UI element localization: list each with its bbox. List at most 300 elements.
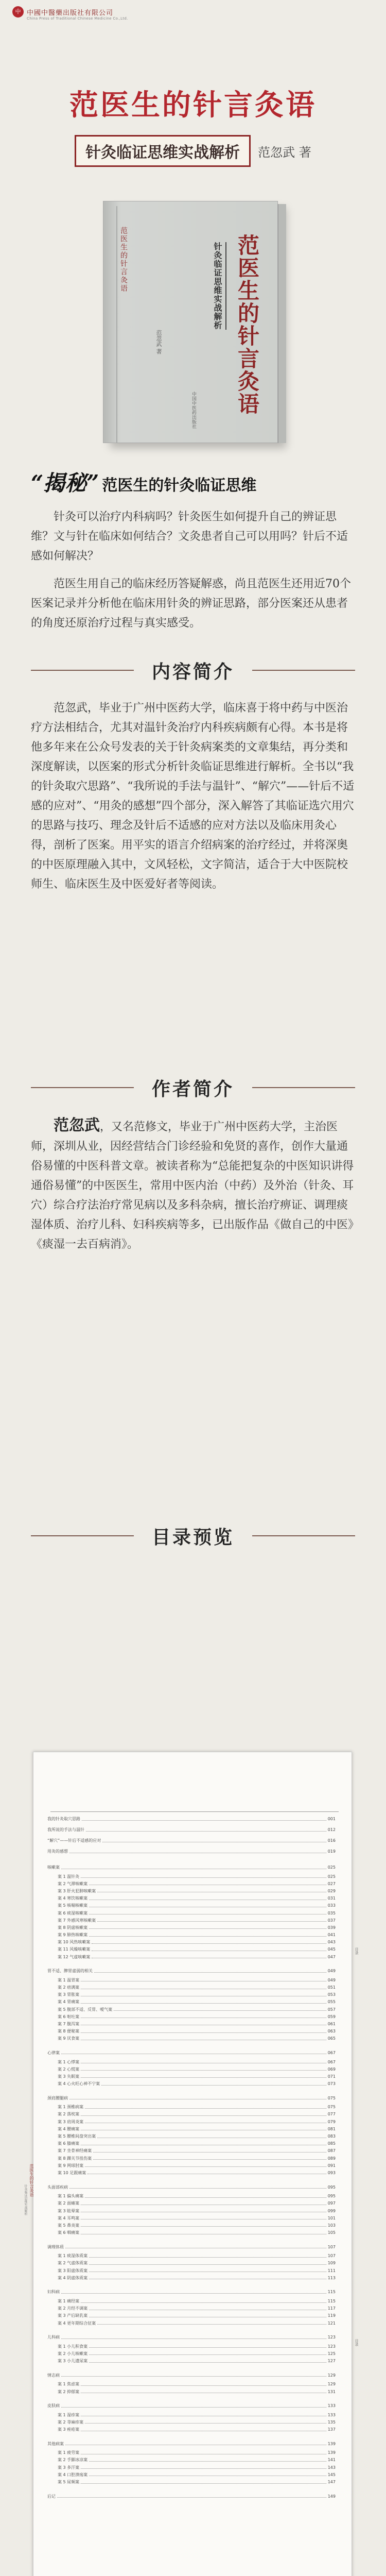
toc-entry	[47, 2242, 336, 2252]
toc-entry	[47, 2350, 336, 2357]
toc-entry-page: 115	[327, 2290, 336, 2295]
toc-entry-label: 案 1 痛经案	[58, 2299, 80, 2304]
toc-entry	[47, 2456, 336, 2464]
toc-leader	[89, 1934, 326, 1937]
toc-entry-page: 113	[327, 2275, 336, 2280]
toc-entry-page: 069	[327, 2066, 336, 2072]
toc-leader	[97, 1889, 326, 1892]
toc-leader	[89, 1882, 326, 1885]
toc-leader	[81, 2300, 326, 2303]
toc-leader	[101, 2082, 326, 2086]
toc-entry	[47, 2093, 336, 2104]
toc-entry-label: 案 5 腹部不适、反胃、嗳气案	[58, 2007, 113, 2012]
author-bio	[31, 1116, 355, 1255]
toc-entry-page: 065	[327, 2036, 336, 2041]
toc-entry-label: 调理体质	[47, 2244, 64, 2249]
toc-entry	[47, 2332, 336, 2343]
toc-entry-page: 045	[327, 1947, 336, 1952]
toc-leader	[81, 2142, 326, 2145]
toc-side-label: 范医生的针言灸语	[29, 2164, 34, 2197]
toc-entry-page: 049	[327, 1977, 336, 1982]
toc-entry	[47, 2478, 336, 2485]
toc-entry	[47, 2118, 336, 2125]
toc-entry	[47, 1846, 336, 1857]
toc-entry-page: 147	[327, 2480, 336, 2485]
toc-entry-page: 025	[327, 1874, 336, 1879]
toc-entry-page: 075	[327, 2105, 336, 2110]
toc-list	[47, 1814, 336, 2502]
summary-title: 内容简介	[151, 662, 234, 683]
toc-entry-label: 案 4 胃痛案	[58, 1999, 80, 2005]
toc-leader	[89, 2360, 326, 2363]
toc-entry	[47, 2491, 336, 2502]
toc-entry-label: 案 5 咳喘咳嗽案	[58, 1903, 88, 1908]
toc-leader	[81, 2216, 326, 2219]
toc-entry-label: 案 4 阴虚体质案	[58, 2275, 88, 2280]
toc-entry	[47, 2111, 336, 2118]
toc-leader	[93, 2157, 326, 2160]
toc-leader	[87, 2171, 326, 2174]
toc-gap	[47, 2236, 336, 2242]
toc-leader	[89, 2276, 326, 2279]
toc-entry	[47, 2449, 336, 2456]
toc-entry-label: 案 4 腰痛案	[58, 2126, 80, 2131]
toc-entry-label: 案 4 口腔溃疡案	[58, 2472, 88, 2477]
toc-entry-page: 051	[327, 1985, 336, 1990]
toc-entry-label: 案 2 心慌案	[58, 2066, 80, 2072]
toc-entry	[47, 2267, 336, 2274]
toc-gap	[47, 1857, 336, 1862]
toc-entry-label: 案 1 痰湿体质案	[58, 2253, 88, 2259]
book-fold-line	[116, 206, 117, 443]
toc-entry	[47, 2319, 336, 2327]
toc-leader	[85, 2106, 326, 2109]
toc-leader	[81, 2390, 326, 2393]
toc-leader	[81, 2067, 326, 2071]
toc-leader	[65, 2442, 326, 2445]
toc-leader	[81, 2022, 326, 2025]
toc-leader	[81, 2030, 326, 2033]
author-title: 作者简介	[151, 1079, 234, 1100]
toc-entry-page: 033	[327, 1903, 336, 1908]
toc-leader	[82, 1818, 326, 1821]
toc-leader	[65, 2245, 326, 2248]
toc-entry-page: 031	[327, 1896, 336, 1901]
toc-entry-page: 097	[327, 2201, 336, 2206]
toc-entry	[47, 2013, 336, 2020]
toc-entry-page: 083	[327, 2134, 336, 2139]
toc-entry-label: 案 1 小儿积食案	[58, 2344, 88, 2349]
toc-gap	[47, 2433, 336, 2438]
toc-entry-page: 139	[327, 2450, 336, 2455]
toc-leader	[89, 1911, 326, 1914]
toc-entry-page: 085	[327, 2141, 336, 2146]
toc-entry-label: 案 4 心火旺心神不宁案	[58, 2081, 100, 2087]
toc-leader	[89, 1897, 326, 1900]
subtitle-row	[0, 135, 386, 167]
author-tag: 范忽武 著	[258, 145, 311, 160]
toc-entry-label: 案 3 肩周炎案	[58, 2119, 84, 2124]
toc-entry-page: 119	[327, 2313, 336, 2318]
toc-entry	[47, 2182, 336, 2193]
toc-entry	[47, 2381, 336, 2388]
toc-entry	[47, 2343, 336, 2350]
toc-entry-page: 111	[327, 2268, 336, 2273]
toc-entry-page: 057	[327, 2007, 336, 2012]
toc-entry	[47, 2252, 336, 2260]
toc-leader	[81, 2231, 326, 2234]
toc-entry	[47, 2073, 336, 2080]
toc-entry-label: 案 8 阴虚咳嗽案	[58, 1925, 88, 1930]
toc-leader	[97, 2321, 326, 2325]
toc-entry-page: 095	[327, 2184, 336, 2190]
toc-entry-page: 129	[327, 2372, 336, 2378]
toc-entry	[47, 2214, 336, 2222]
toc-entry-label: 我的针灸取穴思路	[47, 1817, 80, 1821]
toc-leader	[85, 2195, 326, 2198]
toc-leader	[81, 2113, 326, 2116]
book-cover-author: 范忽武 著	[155, 330, 162, 354]
toc-leader	[81, 1875, 326, 1878]
toc-entry	[47, 1873, 336, 1880]
toc-entry	[47, 1991, 336, 1998]
toc-leader	[89, 2262, 326, 2265]
toc-entry	[47, 1814, 336, 1824]
toc-entry	[47, 1824, 336, 1835]
toc-leader	[69, 2185, 326, 2189]
toc-gap	[47, 2177, 336, 2182]
toc-gap	[47, 2042, 336, 2047]
toc-entry-label: 妇科病	[47, 2290, 60, 2295]
toc-leader	[81, 2202, 326, 2205]
toc-entry-label: 案 2 抑郁案	[58, 2389, 80, 2394]
toc-entry	[47, 1946, 336, 1953]
intro-paragraph-1: 针灸可以治疗内科病吗？针灸医生如何提升自己的辨证思维？文与针在临床如何结合？文灸患者自己可以用吗？针后不适感如何解决？	[31, 511, 348, 563]
toc-entry-page: 001	[327, 1817, 336, 1821]
toc-entry-label: 案 1 湿疹案	[58, 2412, 80, 2417]
toc-entry	[47, 2169, 336, 2176]
toc-entry	[47, 2358, 336, 2365]
toc-entry-label: 案 1 疲劳案	[58, 2450, 80, 2455]
toc-title: 目录预览	[151, 1527, 234, 1548]
toc-leader	[81, 2224, 326, 2227]
toc-leader	[81, 1978, 326, 1981]
toc-leader	[81, 2060, 326, 2063]
toc-leader	[81, 2001, 326, 2004]
toc-leader	[92, 1941, 326, 1944]
toc-entry-label: 案 4 寒饮咳嗽案	[58, 1896, 88, 1901]
toc-entry-label: 案 6 呕吐案	[58, 2014, 80, 2019]
toc-leader	[81, 2127, 326, 2130]
intro-heading	[31, 466, 360, 497]
toc-entry-page: 059	[327, 2014, 336, 2019]
toc-entry	[47, 2438, 336, 2449]
book-spine	[278, 204, 286, 443]
toc-entry-page: 087	[327, 2148, 336, 2154]
toc-entry	[47, 1984, 336, 1991]
toc-leader	[81, 2209, 326, 2212]
toc-entry-page: 141	[327, 2458, 336, 2463]
toc-entry-page: 071	[327, 2074, 336, 2079]
toc-entry-page: 067	[327, 2059, 336, 2064]
toc-entry-label: 案 1 温针灸	[58, 1874, 80, 1879]
toc-leader	[81, 2037, 326, 2040]
toc-leader	[93, 2149, 326, 2153]
toc-entry	[47, 2286, 336, 2297]
toc-entry-label: 案 9 网球肘案	[58, 2163, 84, 2168]
toc-entry	[47, 2147, 336, 2155]
toc-entry	[47, 1902, 336, 1909]
toc-entry	[47, 2162, 336, 2169]
book-cover-subtitle: 针灸临证思维实战解析	[211, 242, 226, 330]
toc-entry-label: 用灸的感想	[47, 1849, 68, 1854]
toc-entry	[47, 2471, 336, 2478]
toc-entry	[47, 2464, 336, 2471]
toc-entry	[47, 2035, 336, 2042]
publisher-logo-icon: 中	[12, 6, 24, 18]
toc-entry-page: 079	[327, 2119, 336, 2124]
toc-leader	[61, 1866, 326, 1869]
toc-entry-label: 案 1 焦虑案	[58, 2382, 80, 2387]
toc-entry-page: 035	[327, 1910, 336, 1916]
toc-leader	[61, 2374, 326, 2377]
toc-leader	[85, 2120, 326, 2123]
toc-leader	[89, 2459, 326, 2462]
toc-leader	[85, 2164, 326, 2167]
toc-entry	[47, 2200, 336, 2207]
toc-entry	[47, 2260, 336, 2267]
toc-gap	[47, 2281, 336, 2286]
toc-leader	[114, 2008, 326, 2011]
toc-entry-label: 案 11 风燥咳嗽案	[58, 1947, 91, 1952]
toc-entry	[47, 2155, 336, 2162]
toc-entry-page: 123	[327, 2344, 336, 2349]
jiemi-label: “揭秘”	[31, 470, 99, 496]
toc-entry-label: 案 7 坐骨神经痛案	[58, 2148, 92, 2154]
toc-entry-label: 案 3 肝火犯肺咳嗽案	[58, 1888, 96, 1893]
toc-entry-page: 107	[327, 2253, 336, 2259]
toc-entry-page: 099	[327, 2208, 336, 2213]
toc-leader	[94, 1970, 326, 1973]
toc-entry	[47, 2418, 336, 2426]
toc-entry-page: 139	[327, 2441, 336, 2446]
toc-entry-page: 133	[327, 2403, 336, 2409]
toc-entry	[47, 1895, 336, 1902]
toc-entry	[47, 1880, 336, 1887]
toc-entry	[47, 1917, 336, 1924]
toc-entry	[47, 2297, 336, 2304]
toc-leader	[69, 2096, 326, 2099]
toc-entry-page: 105	[327, 2230, 336, 2235]
toc-entry	[47, 2388, 336, 2395]
toc-entry-label: 案 2 小儿咳嗽案	[58, 2351, 88, 2356]
toc-leader	[81, 2466, 326, 2469]
toc-entry-label: 案 2 手脚冰凉案	[58, 2458, 88, 2463]
toc-entry-label: 颈肩腰腿病	[47, 2095, 68, 2100]
toc-entry-label: 案 2 落枕案	[58, 2112, 80, 2117]
toc-entry-label: 案 3 眩晕案	[58, 2208, 80, 2213]
toc-entry-page: 029	[327, 1888, 336, 1893]
toc-entry	[47, 1939, 336, 1946]
toc-entry	[47, 2065, 336, 2073]
toc-entry-page: 039	[327, 1925, 336, 1930]
toc-entry-page: 093	[327, 2170, 336, 2175]
book-title: 范医生的针言灸语	[69, 88, 317, 122]
toc-entry-label: 儿科病	[47, 2335, 60, 2340]
toc-entry-page: 129	[327, 2382, 336, 2387]
toc-entry-label: 案 8 便秘案	[58, 2029, 80, 2034]
toc-entry-page: 061	[327, 2021, 336, 2026]
toc-entry-page: 145	[327, 2472, 336, 2477]
toc-leader	[81, 2413, 326, 2416]
toc-entry-label: 心律案	[47, 2050, 60, 2055]
toc-entry	[47, 2229, 336, 2236]
toc-entry-page: 016	[327, 1838, 336, 1843]
toc-entry-page: 137	[327, 2427, 336, 2432]
toc-entry-label: 案 2 面瘫案	[58, 2201, 80, 2206]
toc-entry-label: 案 6 痰湿咳嗽案	[58, 1910, 88, 1916]
toc-entry-label: 案 6 膝痛案	[58, 2141, 80, 2146]
toc-entry-page: 135	[327, 2419, 336, 2425]
toc-leader	[89, 1926, 326, 1929]
toc-entry-page: 133	[327, 2412, 336, 2417]
toc-leader	[102, 1839, 326, 1842]
toc-entry-label: 案 4 更年期综合征案	[58, 2320, 96, 2326]
toc-entry-page: 037	[327, 1918, 336, 1923]
toc-entry-label: 案 10 足跟痛案	[58, 2170, 86, 2175]
toc-entry-label: 头面部疾病	[47, 2184, 68, 2190]
toc-entry-page: 127	[327, 2359, 336, 2364]
toc-entry	[47, 2193, 336, 2200]
toc-entry	[47, 2006, 336, 2013]
toc-leader	[89, 2473, 326, 2476]
toc-leader	[61, 2404, 326, 2408]
toc-entry-page: 149	[327, 2494, 336, 2499]
toc-leader	[81, 2451, 326, 2454]
toc-entry	[47, 2132, 336, 2140]
toc-entry-page: 103	[327, 2223, 336, 2228]
toc-entry-label: 皮肤病	[47, 2403, 60, 2409]
author-name: 范忽武	[54, 1116, 100, 1134]
toc-entry	[47, 1953, 336, 1960]
toc-entry-label: 案 5 鼻炎案	[58, 2223, 80, 2228]
toc-entry-page: 091	[327, 2163, 336, 2168]
toc-entry-page: 055	[327, 1999, 336, 2005]
intro-paragraph-2: 范医生用自己的临床经历答疑解惑，尚且范医生还用近70个医案记录并分析他在临床用针灸的辨证思路，部分医案还从患者的角度还原治疗过程与真实感受。	[31, 578, 351, 630]
toc-leader	[97, 1919, 326, 1922]
toc-entry-page: 047	[327, 1954, 336, 1959]
toc-entry	[47, 2274, 336, 2281]
toc-entry	[47, 2080, 336, 2088]
toc-entry	[47, 2104, 336, 2111]
toc-entry-label: 我所说的手法与温针	[47, 1827, 84, 1832]
toc-entry	[47, 2312, 336, 2319]
toc-leader	[86, 1828, 326, 1832]
toc-header-line	[50, 1811, 339, 1812]
toc-leader	[61, 2291, 326, 2294]
toc-entry-page: 043	[327, 1940, 336, 1945]
toc-entry-page: 107	[327, 2244, 336, 2249]
toc-entry-page: 077	[327, 2112, 336, 2117]
toc-entry-label: 案 5 腰椎间盘突出案	[58, 2134, 96, 2139]
toc-entry-label: 案 2 痞满案	[58, 1985, 80, 1990]
toc-leader	[89, 2345, 326, 2348]
toc-entry-page: 081	[327, 2126, 336, 2131]
toc-entry-label: 案 1 心悸案	[58, 2059, 80, 2064]
publisher-header	[12, 6, 113, 18]
toc-entry-page: 049	[327, 1969, 336, 1974]
toc-leader	[89, 2307, 326, 2310]
toc-leader	[97, 2135, 326, 2138]
toc-leader	[81, 2428, 326, 2431]
toc-entry	[47, 2400, 336, 2411]
toc-entry	[47, 2222, 336, 2229]
intro-heading-text: 范医生的针灸临证思维	[102, 477, 257, 495]
toc-entry-label: 案 2 气滞咳嗽案	[58, 1881, 88, 1886]
book-spine-text: 范医生的针言灸语	[119, 227, 128, 293]
toc-entry-label: 案 8 踝关节扭伤案	[58, 2156, 92, 2161]
toc-leader	[81, 2481, 326, 2484]
toc-entry	[47, 1931, 336, 1939]
toc-entry-page: 101	[327, 2215, 336, 2221]
book-cover-title: 范医生的针言灸语	[235, 234, 260, 415]
toc-gap	[47, 2486, 336, 2491]
book-subtitle: 针灸临证思维实战解析	[75, 135, 251, 167]
toc-entry	[47, 2370, 336, 2381]
toc-entry	[47, 1909, 336, 1917]
toc-entry	[47, 1887, 336, 1894]
toc-entry-label: 案 3 胃胀案	[58, 1992, 80, 1997]
toc-leader	[89, 2352, 326, 2355]
author-bio-text: ，又名范修文，毕业于广州中医药大学，主治医师，深圳从业，因经营结合门诊经验和免贤的喜作，创作大量通俗易懂的中医科普文章。被读者称为“总能把复杂的中医知识讲得通俗易懂”的中医医生，常用中医内治（中药）及外治（针灸、耳穴）综合疗法治疗常见病以及多科杂病，擅长治疗痹证、调理痰湿体质、治疗儿科、妇科疾病等多，已出版作品《做自己的中医》《痰湿一去百病消》。	[31, 1121, 354, 1251]
toc-leader	[89, 1904, 326, 1907]
toc-entry	[47, 1835, 336, 1846]
toc-leader	[85, 2420, 326, 2424]
toc-entry-page: 143	[327, 2465, 336, 2470]
toc-entry-page: 075	[327, 2095, 336, 2100]
toc-entry-label: 案 3 痤疮案	[58, 2427, 80, 2432]
toc-leader	[89, 2269, 326, 2272]
toc-entry	[47, 2411, 336, 2418]
toc-entry-page: 041	[327, 1933, 336, 1938]
toc-entry-label: 案 3 产后缺乳案	[58, 2313, 88, 2318]
toc-entry	[47, 1965, 336, 1976]
toc-entry-page: 012	[327, 1827, 336, 1832]
toc-gap	[47, 2365, 336, 2370]
toc-entry-label: 案 2 月经不调案	[58, 2306, 88, 2311]
toc-leader	[61, 2336, 326, 2339]
toc-leader	[89, 2255, 326, 2258]
publisher-name: 中國中醫藥出版社有限公司	[27, 9, 114, 17]
toc-gap	[47, 2088, 336, 2093]
toc-entry	[47, 2125, 336, 2132]
toc-leader	[89, 2314, 326, 2317]
toc-entry-label: 案 3 多汗案	[58, 2465, 80, 2470]
toc-entry-page: 019	[327, 1849, 336, 1854]
toc-entry-page: 095	[327, 2194, 336, 2199]
toc-entry-page: 117	[327, 2306, 336, 2311]
toc-entry	[47, 1976, 336, 1984]
toc-entry-page: 115	[327, 2299, 336, 2304]
toc-entry-page: 027	[327, 1881, 336, 1886]
toc-entry-page: 063	[327, 2029, 336, 2034]
toc-entry	[47, 2028, 336, 2035]
toc-entry	[47, 1998, 336, 2006]
toc-entry-label: 胃不适、脾胃虚弱的相关	[47, 1969, 93, 1974]
toc-entry	[47, 2058, 336, 2065]
toc-leader	[92, 1955, 326, 1958]
toc-entry-label: 案 3 阳虚体质案	[58, 2268, 88, 2273]
